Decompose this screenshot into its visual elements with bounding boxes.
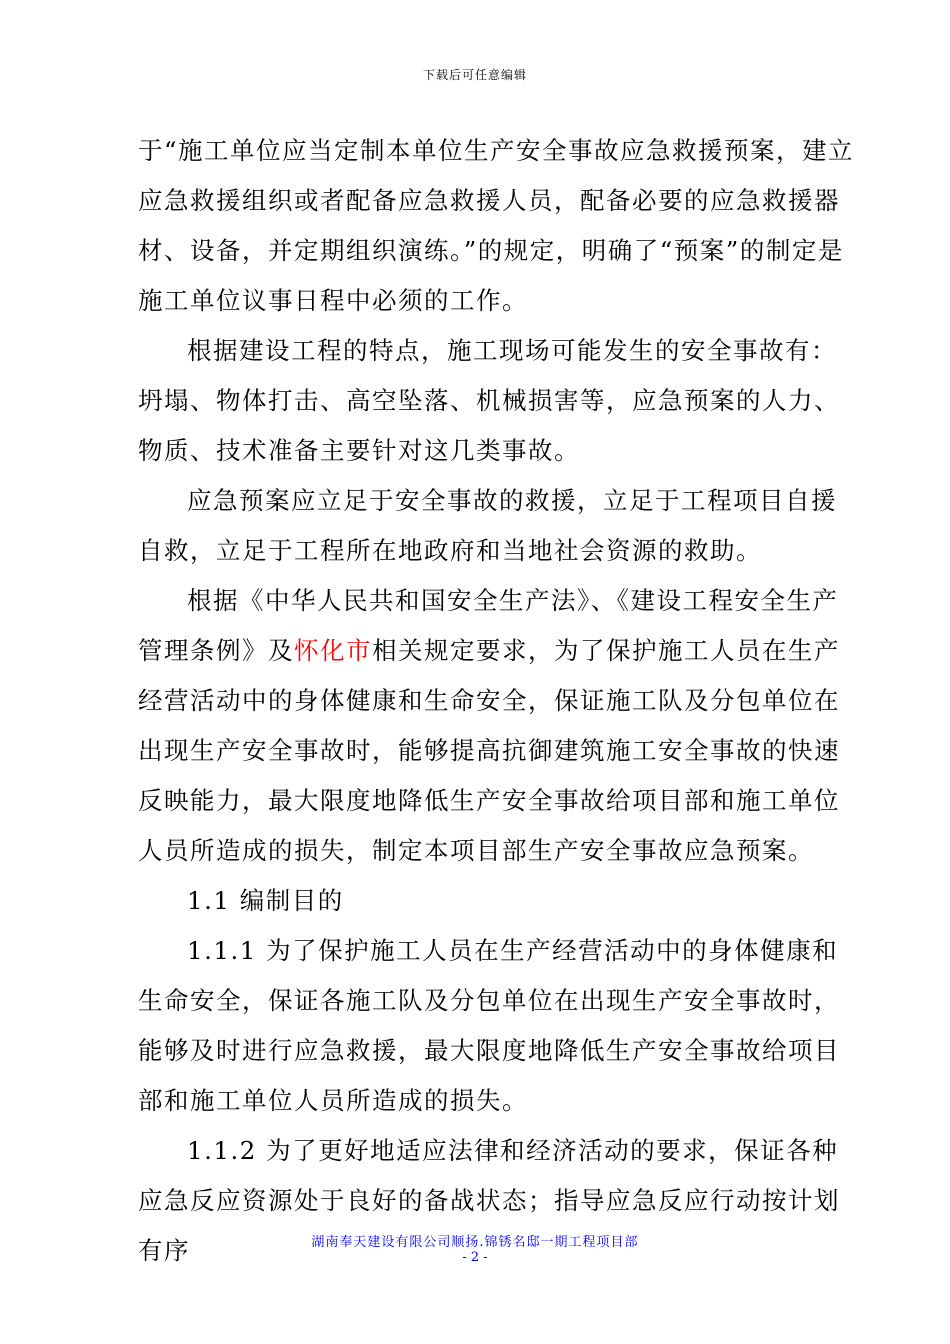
paragraph-2: 根据建设工程的特点，施工现场可能发生的安全事故有：坍塌、物体打击、高空坠落、机械损害等，应急预案的人力、物质、技术准备主要针对这几类事故。: [138, 336, 840, 465]
paragraph-1-1-1: 1.1.1 为了保护施工人员在生产经营活动中的身体健康和生命安全，保证各施工队及分包单位在出现生产安全事故时，能够及时进行应急救援，最大限度地降低生产安全事故给项目部和施工单位人员所造成的损失。: [138, 936, 840, 1115]
paragraph-1-1-2: 1.1.2 为了更好地适应法律和经济活动的要求，保证各种应急反应资源处于良好的备战状态；指导应急反应行动按计划有序: [138, 1136, 840, 1265]
paragraph-4-part-1: 根据《中华人民共和国安全生产法》、《建设工程安全生产管理条例》及: [138, 586, 839, 665]
footer-company-name: 湖南奉天建设有限公司顺扬.锦锈名邸一期工程项目部: [311, 1235, 639, 1250]
section-heading-1-1: 1.1 编制目的: [187, 886, 344, 915]
page-header: 下载后可任意编辑: [422, 68, 527, 82]
page-number: - 2 -: [462, 1250, 488, 1265]
city-name-highlight: 怀化市: [294, 636, 372, 665]
paragraph-1: 于“施工单位应当定制本单位生产安全事故应急救援预案，建立应急救援组织或者配备应急救援人员，配备必要的应急救援器材、设备，并定期组织演练。”的规定，明确了“预案”的制定是施工单位议事日程中必须的工作。: [138, 136, 855, 315]
paragraph-3: 应急预案应立足于安全事故的救援，立足于工程项目自援自救，立足于工程所在地政府和当地社会资源的救助。: [138, 486, 837, 565]
document-body: [138, 126, 858, 1276]
paragraph-4: [138, 576, 858, 876]
paragraph-4-part-2: 相关规定要求，为了保护施工人员在生产经营活动中的身体健康和生命安全，保证施工队及分包单位在出现生产安全事故时，能够提高抗御建筑施工安全事故的快速反映能力，最大限度地降低生产安全事故给项目部和施工单位人员所造成的损失，制定本项目部生产安全事故应急预案。: [138, 636, 840, 865]
